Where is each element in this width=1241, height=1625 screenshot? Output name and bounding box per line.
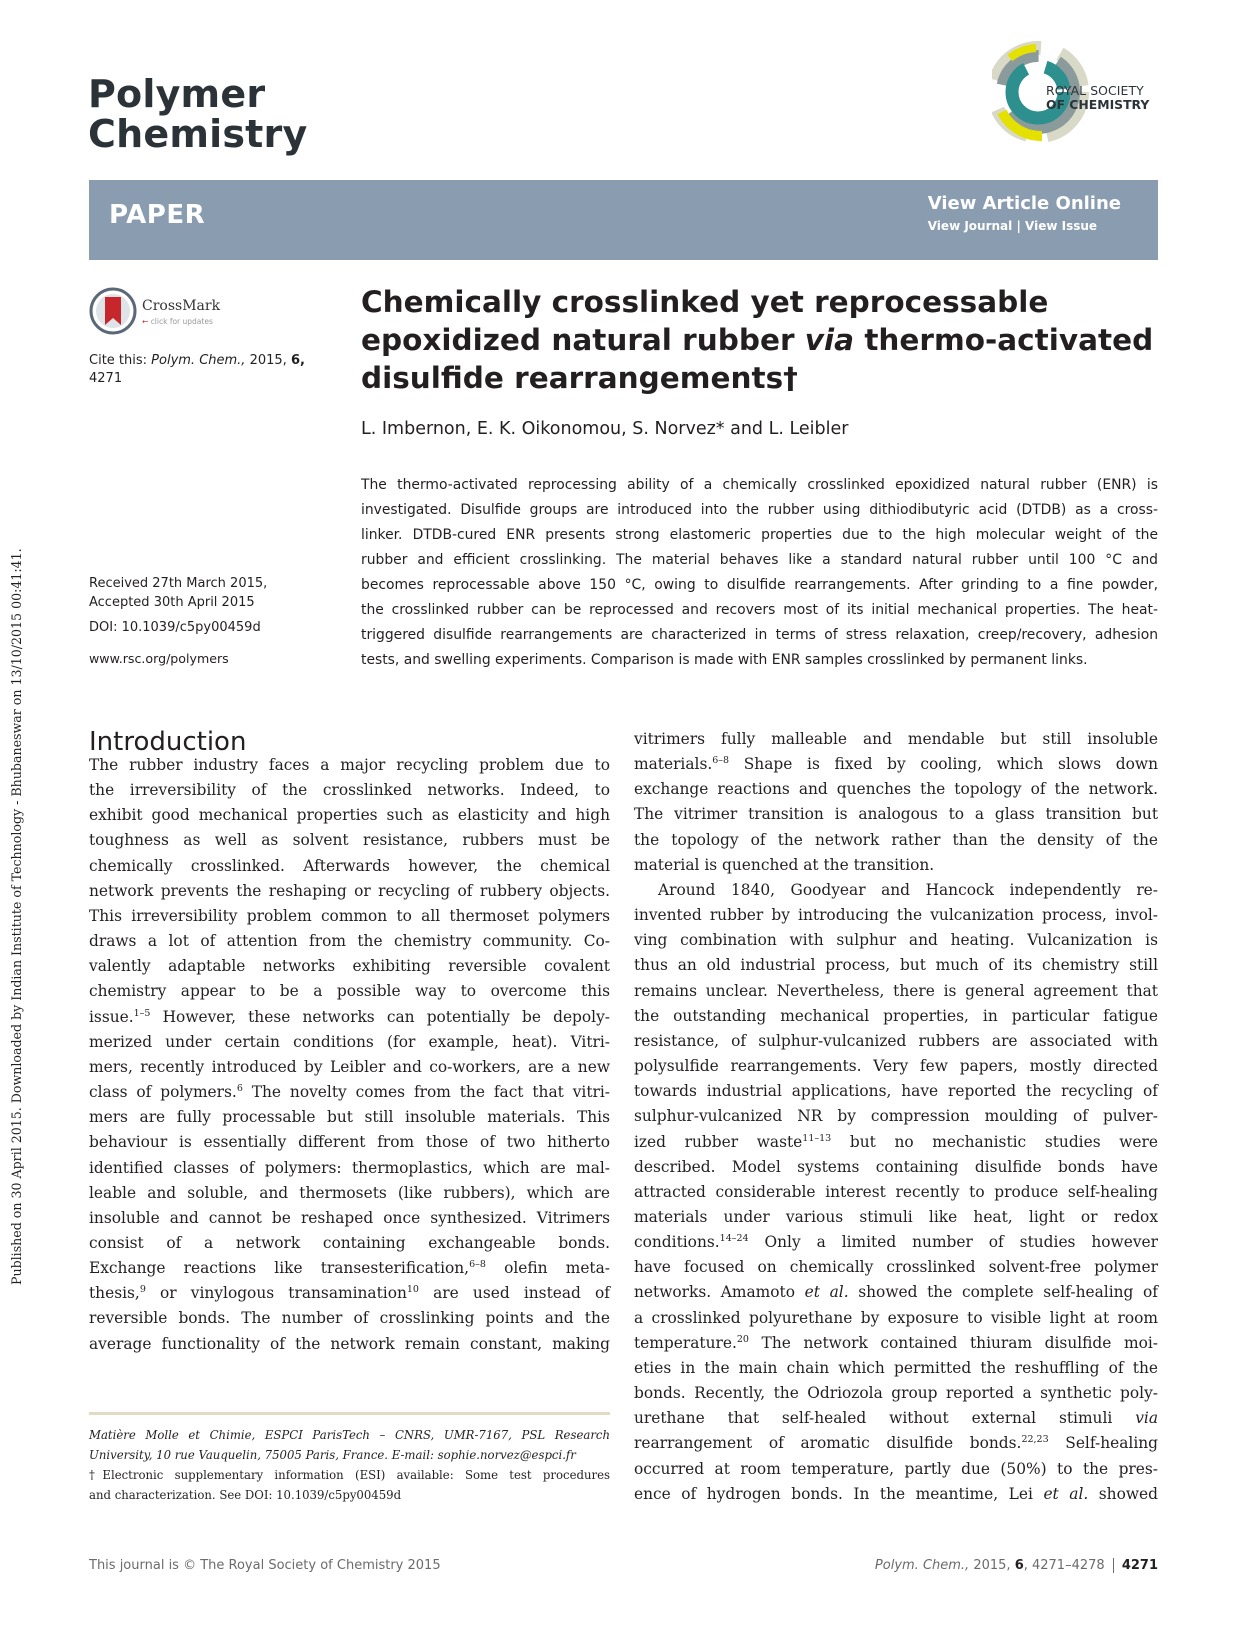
- abstract-line: rubber and efficient crosslinking. The material behaves like a standard natural rubber until 100 °C and: [361, 552, 1158, 568]
- abstract: [361, 473, 1158, 673]
- crossmark-subtitle: [142, 317, 213, 326]
- citation: [89, 352, 329, 388]
- body-line: the topology of the network rather than the density of the: [634, 830, 1158, 849]
- page-number: 4271: [1113, 1558, 1158, 1573]
- accepted-date: Accepted 30th April 2015: [89, 595, 255, 610]
- body-line: chemistry appear to be a possible way to overcome this: [89, 982, 610, 1001]
- abstract-line: tests, and swelling experiments. Comparison is made with ENR samples crosslinked by permanent links.: [361, 652, 1088, 668]
- body-line: have focused on chemically crosslinked solvent-free polymer: [634, 1258, 1158, 1277]
- cite-prefix: Cite this:: [89, 353, 148, 368]
- body-line: [634, 1130, 1158, 1155]
- body-text: showed the complete self-healing of: [848, 1283, 1158, 1302]
- body-line: chemically crosslinked. Afterwards however, the chemical: [89, 856, 610, 875]
- citation-ref[interactable]: 10: [406, 1284, 419, 1296]
- abstract-line: investigated. Disulfide groups are introduced into the rubber using dithiodibutyric acid (DTDB) as a cross-: [361, 502, 1158, 518]
- body-line: [634, 1331, 1158, 1356]
- view-article-online-link[interactable]: View Article Online: [927, 193, 1121, 214]
- citation-ref[interactable]: 22,23: [1021, 1434, 1049, 1446]
- body-line: identified classes of polymers: thermoplastics, which are mal-: [89, 1158, 610, 1177]
- body-text: ence of hydrogen bonds. In the meantime, Lei: [634, 1484, 1044, 1503]
- body-text: showed: [1088, 1484, 1158, 1503]
- body-line: [89, 1080, 610, 1105]
- abstract-line: becomes reprocessable above 150 °C, owing to disulfide rearrangements. After grinding to a fine powder,: [361, 577, 1158, 593]
- body-text: The novelty comes from the fact that vitri-: [242, 1083, 610, 1102]
- title-line1: Chemically crosslinked yet reprocessable: [361, 285, 1049, 319]
- publisher-line1: ROYAL SOCIETY: [1046, 83, 1144, 98]
- body-line: [634, 752, 1158, 777]
- body-line: mers are fully processable but still insoluble materials. This: [89, 1108, 610, 1127]
- affiliation-line: Matière Molle et Chimie, ESPCI ParisTech – CNRS, UMR-7167, PSL Research: [89, 1428, 610, 1442]
- body-text-italic: et al.: [1043, 1484, 1089, 1503]
- body-line: network prevents the reshaping or recycling of rubbery objects.: [89, 881, 610, 900]
- publisher-name: [1046, 84, 1149, 112]
- body-line: sulphur-vulcanized NR by compression moulding of pulver-: [634, 1107, 1158, 1126]
- author-list: L. Imbernon, E. K. Oikonomou, S. Norvez* and L. Leibler: [361, 419, 849, 439]
- link-separator: |: [1016, 219, 1021, 233]
- body-line: insoluble and cannot be reshaped once synthesized. Vitrimers: [89, 1208, 610, 1227]
- paper-banner: [89, 180, 1158, 260]
- body-text: conditions.: [634, 1233, 720, 1252]
- abstract-line: the crosslinked rubber can be reprocessed and recovers most of its initial mechanical properties. The heat-: [361, 602, 1158, 618]
- citation-ref[interactable]: 6–8: [469, 1259, 486, 1271]
- body-text: rearrangement of aromatic disulfide bonds.: [634, 1434, 1022, 1453]
- view-issue-link[interactable]: View Issue: [1025, 219, 1098, 233]
- abstract-line: linker. DTDB-cured ENR presents strong elastomeric properties due to the high molecular weight of the: [361, 527, 1158, 543]
- body-line: [634, 1280, 1158, 1305]
- doi-link[interactable]: DOI: 10.1039/c5py00459d: [89, 620, 261, 635]
- footer-volume: 6: [1014, 1558, 1024, 1573]
- body-text: However, these networks can potentially be depoly-: [150, 1007, 610, 1026]
- body-text: thesis,: [89, 1284, 140, 1303]
- body-line: exchange reactions and quenches the topology of the network.: [634, 780, 1158, 799]
- body-line: merized under certain conditions (for example, heat). Vitri-: [89, 1032, 610, 1051]
- crossmark-badge[interactable]: [89, 287, 229, 339]
- cite-journal: Polym. Chem.,: [151, 353, 246, 368]
- body-line: [634, 1482, 1158, 1507]
- body-line: toughness as well as solvent resistance, rubbers must be: [89, 831, 610, 850]
- body-line: described. Model systems containing disulfide bonds have: [634, 1157, 1158, 1176]
- received-date: Received 27th March 2015,: [89, 576, 268, 591]
- body-line: thus an old industrial process, but much of its chemistry still: [634, 956, 1158, 975]
- body-line: mers, recently introduced by Leibler and co-workers, are a new: [89, 1057, 610, 1076]
- body-line: [89, 1005, 610, 1030]
- citation-ref[interactable]: 14–24: [719, 1233, 749, 1245]
- body-line: towards industrial applications, have reported the recycling of: [634, 1082, 1158, 1101]
- body-line: exhibit good mechanical properties such as elasticity and high: [89, 806, 610, 825]
- paper-label: PAPER: [109, 200, 206, 230]
- body-line: occurred at room temperature, partly due (50%) to the pres-: [634, 1459, 1158, 1478]
- body-line: The rubber industry faces a major recycling problem due to: [89, 756, 610, 774]
- cite-volume: 6,: [290, 353, 305, 368]
- journal-title: [88, 74, 307, 154]
- page-footer-citation: [875, 1558, 1158, 1573]
- body-line: valently adaptable networks exhibiting reversible covalent: [89, 957, 610, 976]
- body-text: class of polymers.: [89, 1083, 237, 1102]
- crossmark-icon: [89, 287, 137, 335]
- body-text: are used instead of: [418, 1284, 611, 1303]
- body-line: average functionality of the network remain constant, making: [89, 1334, 610, 1353]
- body-line: [89, 1256, 610, 1281]
- title-line2-via: via: [804, 323, 855, 357]
- footnotes: [89, 1425, 610, 1505]
- esi-note-line: and characterization. See DOI: 10.1039/c5py00459d: [89, 1488, 402, 1502]
- body-text: but no mechanistic studies were: [831, 1132, 1158, 1151]
- citation-ref[interactable]: 11–13: [802, 1132, 832, 1144]
- title-line2: [361, 321, 1154, 359]
- body-line: attracted considerable interest recently to produce self-healing: [634, 1182, 1158, 1201]
- body-line: material is quenched at the transition.: [634, 855, 935, 874]
- copyright-footer: This journal is © The Royal Society of Chemistry 2015: [89, 1558, 441, 1573]
- body-text: or vinylogous transamination: [145, 1284, 407, 1303]
- body-line: consist of a network containing exchangeable bonds.: [89, 1233, 610, 1252]
- article-meta: [89, 574, 339, 668]
- title-line3: disulfide rearrangements†: [361, 361, 798, 395]
- footnote-divider: [89, 1412, 610, 1415]
- body-line: [89, 1281, 610, 1306]
- body-line: reversible bonds. The number of crosslinking points and the: [89, 1309, 610, 1328]
- body-text: Only a limited number of studies however: [748, 1233, 1158, 1252]
- body-line: This irreversibility problem common to all thermoset polymers: [89, 906, 610, 925]
- citation-ref[interactable]: 6: [236, 1083, 243, 1095]
- download-note: [8, 225, 24, 1285]
- body-text: olefin meta-: [485, 1259, 610, 1278]
- cite-year: 2015,: [249, 353, 287, 368]
- body-text: materials.: [634, 755, 713, 774]
- body-text: urethane that self-healed without external stimuli: [634, 1409, 1136, 1428]
- body-line: vitrimers fully malleable and mendable but still insoluble: [634, 730, 1158, 748]
- body-text: Self-healing: [1048, 1434, 1159, 1453]
- body-line: polysulfide rearrangements. Very few papers, mostly directed: [634, 1057, 1158, 1076]
- body-line: eties in the main chain which permitted the reshuffling of the: [634, 1358, 1158, 1377]
- cite-page: 4271: [89, 371, 123, 386]
- abstract-line: triggered disulfide rearrangements are characterized in terms of stress relaxation, creep/recovery, adhesion: [361, 627, 1158, 643]
- citation-ref[interactable]: 9: [139, 1284, 146, 1296]
- body-text: issue.: [89, 1007, 134, 1026]
- body-text-italic: et al.: [804, 1283, 849, 1302]
- body-line: The vitrimer transition is analogous to a glass transition but: [634, 805, 1158, 824]
- journal-title-line2: Chemistry: [88, 112, 308, 156]
- view-journal-link[interactable]: View Journal: [927, 219, 1013, 233]
- citation-ref[interactable]: 1–5: [133, 1007, 151, 1019]
- esi-note-line: †Electronic supplementary information (ESI) available: Some test procedures: [89, 1468, 610, 1482]
- body-line: leable and soluble, and thermosets (like rubbers), which are: [89, 1183, 610, 1202]
- body-text: networks. Amamoto: [634, 1283, 805, 1302]
- journal-title-line1: Polymer: [88, 72, 266, 116]
- view-links: [928, 193, 1121, 233]
- citation-ref[interactable]: 20: [736, 1333, 749, 1345]
- citation-ref[interactable]: 6–8: [712, 755, 730, 767]
- body-line: behaviour is essentially different from those of two hitherto: [89, 1133, 610, 1152]
- body-text: temperature.: [634, 1333, 737, 1352]
- body-column-left: [89, 753, 610, 1357]
- body-line: a crosslinked polyurethane by exposure to visible light at room: [634, 1308, 1158, 1327]
- crossmark-subtitle-text: click for updates: [150, 317, 213, 326]
- footer-journal: Polym. Chem.,: [874, 1558, 970, 1573]
- body-column-right: [634, 727, 1158, 1507]
- crossmark-title: CrossMark: [142, 298, 221, 314]
- view-sub-links: [928, 219, 1121, 233]
- body-line: draws a lot of attention from the chemistry community. Co-: [89, 932, 610, 951]
- body-text: The network contained thiuram disulfide moi-: [748, 1333, 1158, 1352]
- body-line: the irreversibility of the crosslinked networks. Indeed, to: [89, 781, 610, 800]
- affiliation-line: University, 10 rue Vauquelin, 75005 Paris, France. E-mail: sophie.norvez@espci.fr: [89, 1448, 576, 1462]
- title-line2-c: thermo-activated: [854, 323, 1154, 357]
- body-text-italic: via: [1135, 1409, 1158, 1428]
- body-line: ving combination with sulphur and heating. Vulcanization is: [634, 931, 1158, 950]
- footer-pages: , 4271–4278: [1023, 1558, 1105, 1573]
- body-line: remains unclear. Nevertheless, there is general agreement that: [634, 981, 1158, 1000]
- body-line: bonds. Recently, the Odriozola group reported a synthetic poly-: [634, 1384, 1158, 1403]
- title-line2-a: epoxidized natural rubber: [361, 323, 805, 357]
- footer-year: 2015,: [969, 1558, 1015, 1573]
- crossmark-arrow-icon: ←: [142, 317, 149, 326]
- body-text: ized rubber waste: [634, 1132, 803, 1151]
- body-line: [634, 1406, 1158, 1431]
- download-note-text: Published on 30 April 2015. Downloaded by Indian Institute of Technology - Bhubaneswar on 13/10/2015 00:41:41.: [9, 548, 24, 1285]
- body-line: invented rubber by introducing the vulcanization process, invol-: [634, 906, 1158, 925]
- body-line: [634, 1431, 1158, 1456]
- section-heading-introduction: Introduction: [89, 727, 247, 757]
- body-line: Around 1840, Goodyear and Hancock independently re-: [658, 880, 1158, 899]
- body-line: the outstanding mechanical properties, in particular fatigue: [634, 1006, 1158, 1025]
- body-line: resistance, of sulphur-vulcanized rubbers are associated with: [634, 1031, 1158, 1050]
- publisher-line2: OF CHEMISTRY: [1046, 97, 1150, 112]
- journal-url-link[interactable]: www.rsc.org/polymers: [89, 651, 229, 666]
- body-line: materials under various stimuli like heat, light or redox: [634, 1207, 1158, 1226]
- body-text: Shape is fixed by cooling, which slows down: [729, 755, 1158, 774]
- article-title: [361, 283, 1154, 397]
- body-text: Exchange reactions like transesterification,: [89, 1259, 470, 1278]
- abstract-line: The thermo-activated reprocessing ability of a chemically crosslinked epoxidized natural rubber (ENR) is: [361, 477, 1158, 493]
- body-line: [634, 1230, 1158, 1255]
